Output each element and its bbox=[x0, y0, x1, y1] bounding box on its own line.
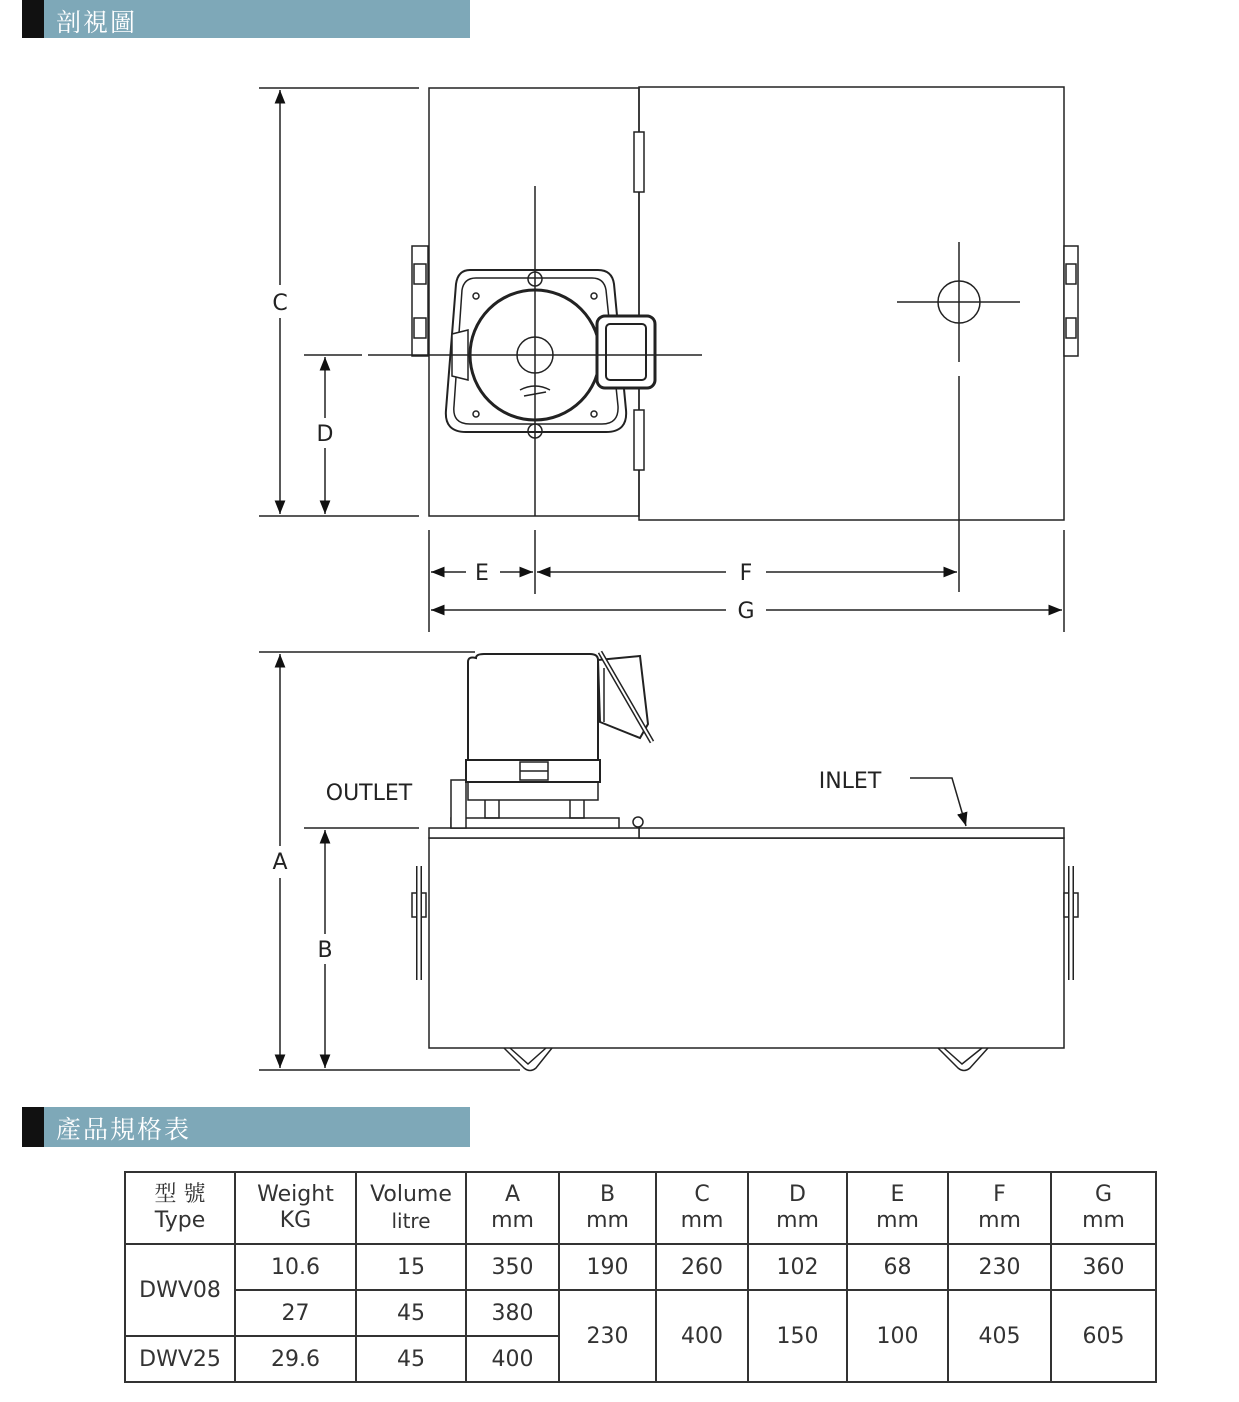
e-cell: 68 bbox=[847, 1244, 948, 1290]
d-cell: 102 bbox=[748, 1244, 847, 1290]
side-view bbox=[412, 652, 1078, 1071]
type-cell-dwv25: DWV25 bbox=[125, 1336, 235, 1382]
table-row bbox=[125, 1290, 1156, 1336]
outlet-label: OUTLET bbox=[325, 781, 413, 806]
side-view-tank bbox=[429, 838, 1064, 1048]
dim-label-e: E bbox=[475, 561, 489, 586]
weight-cell: 27 bbox=[235, 1290, 356, 1336]
volume-cell: 45 bbox=[356, 1336, 466, 1382]
weight-cell: 29.6 bbox=[235, 1336, 356, 1382]
header-d: D mm bbox=[748, 1172, 847, 1244]
d-cell-shared: 150 bbox=[748, 1290, 847, 1382]
volume-cell: 45 bbox=[356, 1290, 466, 1336]
b-cell-shared: 230 bbox=[559, 1290, 656, 1382]
f-cell: 230 bbox=[948, 1244, 1051, 1290]
c-cell-shared: 400 bbox=[656, 1290, 748, 1382]
header-e: E mm bbox=[847, 1172, 948, 1244]
dim-label-g: G bbox=[737, 599, 755, 624]
dim-label-c: C bbox=[272, 291, 288, 316]
header-f: F mm bbox=[948, 1172, 1051, 1244]
e-cell-shared: 100 bbox=[847, 1290, 948, 1382]
header-a: A mm bbox=[466, 1172, 559, 1244]
c-cell: 260 bbox=[656, 1244, 748, 1290]
g-cell-shared: 605 bbox=[1051, 1290, 1156, 1382]
a-cell: 380 bbox=[466, 1290, 559, 1336]
header-type: 型 號 Type bbox=[125, 1172, 235, 1244]
spec-table bbox=[124, 1171, 1157, 1383]
b-cell: 190 bbox=[559, 1244, 656, 1290]
section-header-spec bbox=[22, 1107, 470, 1147]
top-view bbox=[368, 87, 1078, 592]
header-weight: Weight KG bbox=[235, 1172, 356, 1244]
volume-cell: 15 bbox=[356, 1244, 466, 1290]
dim-label-f: F bbox=[739, 561, 753, 586]
top-view-right-panel bbox=[639, 87, 1064, 520]
section-header-marker bbox=[22, 1107, 44, 1147]
table-row bbox=[125, 1244, 1156, 1290]
a-cell: 400 bbox=[466, 1336, 559, 1382]
a-cell: 350 bbox=[466, 1244, 559, 1290]
type-cell-dwv08: DWV08 bbox=[125, 1244, 235, 1336]
header-g: G mm bbox=[1051, 1172, 1156, 1244]
f-cell-shared: 405 bbox=[948, 1290, 1051, 1382]
dim-label-d: D bbox=[316, 422, 334, 447]
weight-cell: 10.6 bbox=[235, 1244, 356, 1290]
section-title-spec: 產品規格表 bbox=[56, 1115, 192, 1144]
inlet-label: INLET bbox=[818, 769, 882, 794]
section-title-drawing: 剖視圖 bbox=[56, 8, 138, 37]
dim-label-a: A bbox=[272, 850, 288, 875]
header-volume: Volume litre bbox=[356, 1172, 466, 1244]
header-c: C mm bbox=[656, 1172, 748, 1244]
header-b: B mm bbox=[559, 1172, 656, 1244]
g-cell: 360 bbox=[1051, 1244, 1156, 1290]
dim-label-b: B bbox=[317, 938, 333, 963]
table-header-row bbox=[125, 1172, 1156, 1244]
